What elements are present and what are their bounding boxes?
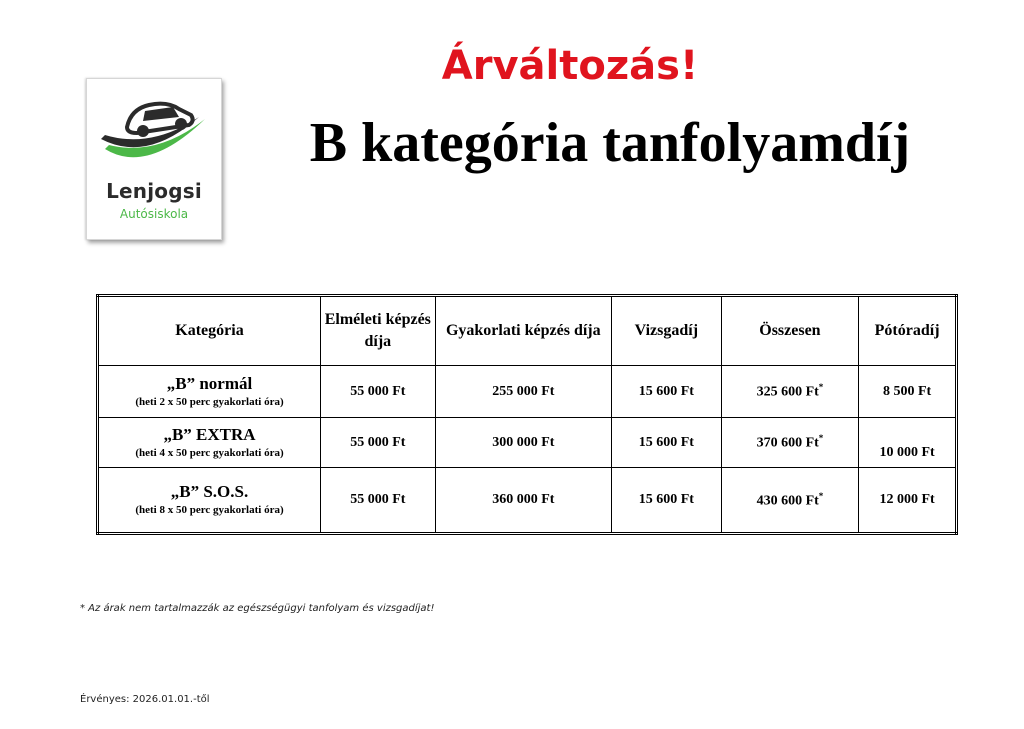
- total-fee-cell: [721, 418, 859, 468]
- footnote-mark: *: [818, 433, 824, 444]
- table-header-row: [98, 296, 957, 366]
- table-row: [98, 366, 957, 418]
- footnote: * Az árak nem tartalmazzák az egészségügyi tanfolyam és vizsgadíjat!: [80, 603, 435, 614]
- validity-date: Érvényes: 2026.01.01.-től: [80, 694, 210, 705]
- column-header: Vizsgadíj: [611, 296, 721, 366]
- logo-subtitle: Autósiskola: [119, 207, 189, 221]
- logo-brand: Lenjogsi: [106, 179, 202, 203]
- extra-lesson-fee: 8 500 Ft: [859, 366, 957, 418]
- extra-lesson-fee: 10 000 Ft: [859, 418, 957, 468]
- footnote-mark: *: [818, 382, 824, 393]
- total-fee-cell: [721, 366, 859, 418]
- theory-fee: 55 000 Ft: [321, 366, 436, 418]
- table-row: [98, 418, 957, 468]
- practice-fee: 300 000 Ft: [435, 418, 611, 468]
- column-header: Kategória: [98, 296, 321, 366]
- total-fee-cell: [721, 468, 859, 534]
- theory-fee: 55 000 Ft: [321, 468, 436, 534]
- footnote-mark: *: [818, 490, 824, 501]
- category-note: (heti 2 x 50 perc gyakorlati óra): [135, 395, 284, 408]
- theory-fee: 55 000 Ft: [321, 418, 436, 468]
- column-header: Elméleti képzés díja: [321, 296, 436, 366]
- total-fee: 430 600 Ft: [756, 493, 819, 509]
- column-header: Összesen: [721, 296, 859, 366]
- category-name: „B” S.O.S.: [170, 482, 249, 501]
- page-title: B kategória tanfolyamdíj: [309, 112, 911, 174]
- exam-fee: 15 600 Ft: [611, 418, 721, 468]
- practice-fee: 255 000 Ft: [435, 366, 611, 418]
- table-row: [98, 468, 957, 534]
- school-logo: [86, 78, 222, 240]
- category-cell: [98, 418, 321, 468]
- column-header: Pótóradíj: [859, 296, 957, 366]
- category-cell: [98, 468, 321, 534]
- practice-fee: 360 000 Ft: [435, 468, 611, 534]
- exam-fee: 15 600 Ft: [611, 468, 721, 534]
- category-name: „B” normál: [166, 373, 253, 393]
- category-cell: [98, 366, 321, 418]
- total-fee: 325 600 Ft: [756, 384, 819, 400]
- total-fee: 370 600 Ft: [756, 435, 819, 451]
- car-swoosh-icon: [87, 79, 221, 179]
- category-note: (heti 8 x 50 perc gyakorlati óra): [135, 504, 284, 516]
- category-name: „B” EXTRA: [163, 424, 256, 444]
- column-header: Gyakorlati képzés díja: [435, 296, 611, 366]
- category-note: (heti 4 x 50 perc gyakorlati óra): [135, 446, 284, 459]
- exam-fee: 15 600 Ft: [611, 366, 721, 418]
- extra-lesson-fee: 12 000 Ft: [859, 468, 957, 534]
- price-change-headline: Árváltozás!: [441, 43, 699, 89]
- price-table: [96, 294, 958, 535]
